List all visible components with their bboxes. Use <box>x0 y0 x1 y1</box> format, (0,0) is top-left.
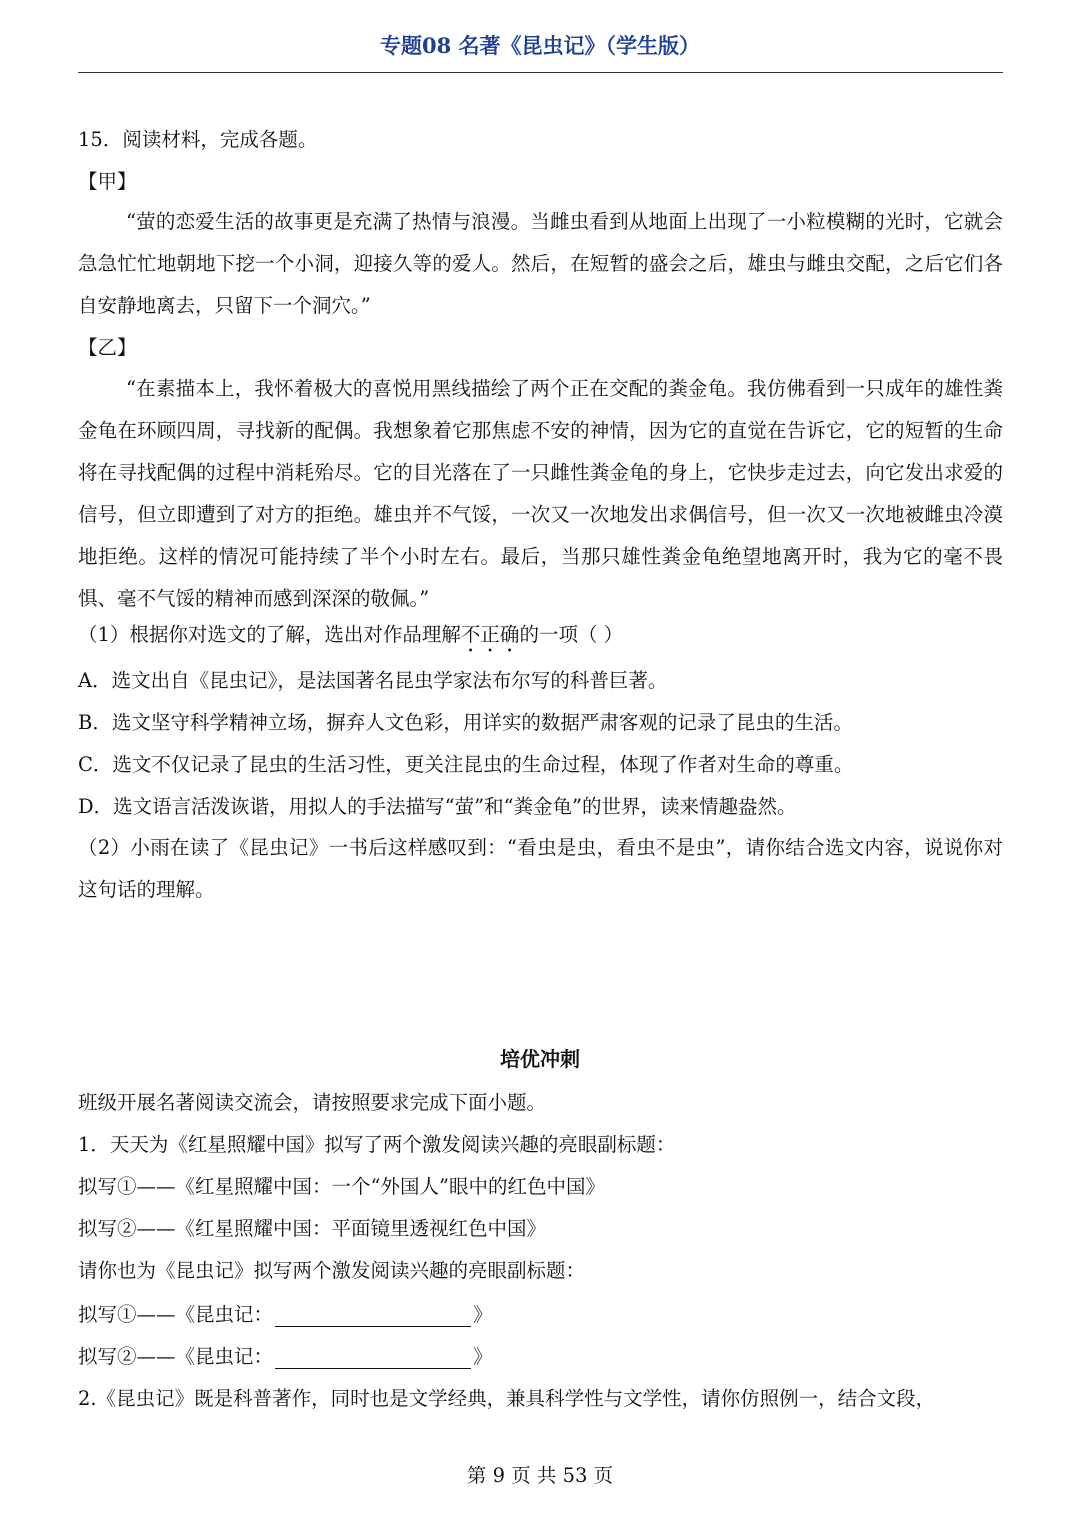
page-header: 专题08 名著《昆虫记》（学生版） <box>379 33 701 58</box>
section-title: 培优冲刺 <box>500 1047 580 1071</box>
question-15-stem: 15．阅读材料，完成各题。 <box>78 128 318 151</box>
option-c[interactable]: C．选文不仅记录了昆虫的生活习性，更关注昆虫的生命过程，体现了作者对生命的尊重。 <box>78 753 854 776</box>
sub-question-1: （1）根据你对选文的了解，选出对作品理解不正确的一项（ ） <box>78 623 624 646</box>
header-divider <box>78 72 1003 73</box>
option-d[interactable]: D．选文语言活泼诙谐，用拟人的手法描写“萤”和“粪金龟”的世界，读来情趣盎然。 <box>78 795 797 818</box>
question-1: 1．天天为《红星照耀中国》拟写了两个激发阅读兴趣的亮眼副标题： <box>78 1133 676 1156</box>
question-2: 2.《昆虫记》既是科普著作，同时也是文学经典，兼具科学性与文学性，请你仿照例一，结合文段， <box>78 1387 936 1410</box>
example-1: 拟写①——《红星照耀中国：一个“外国人”眼中的红色中国》 <box>78 1175 605 1198</box>
sub-question-2: （2）小雨在读了《昆虫记》一书后这样感叹到：“看虫是虫，看虫不是虫”，请你结合选文内容，说说你对这句话的理解。 <box>78 836 1003 901</box>
answer-blank-2[interactable] <box>275 1346 471 1369</box>
passage-yi-label: 【乙】 <box>78 336 137 359</box>
passage-yi-text: “在素描本上，我怀着极大的喜悦用黑线描绘了两个正在交配的粪金龟。我仿佛看到一只成年的雄性粪金龟在环顾四周，寻找新的配偶。我想象着它那焦虑不安的神情，因为它的直觉在告诉它，它的短暂的生命将在寻找配偶的过程中消耗殆尽。它的目光落在了一只雌性粪金龟的身上，它快步走过去，向它发出求爱的信号，但立即遭到了对方的拒绝。雄虫并不气馁，一次又一次地发出求偶信号，但一次又一次地被雌虫冷漠地拒绝。这样的情况可能持续了半个小时左右。最后，当那只雄性粪金龟绝望地离开时，我为它的毫不畏惧、毫不气馁的精神而感到深深的敬佩。” <box>78 377 1003 610</box>
emphasis-not-correct: 不正确 <box>460 623 520 646</box>
passage-jia-text: “萤的恋爱生活的故事更是充满了热情与浪漫。当雌虫看到从地面上出现了一小粒模糊的光时，它就会急急忙忙地朝地下挖一个小洞，迎接久等的爱人。然后，在短暂的盛会之后，雄虫与雌虫交配，之后它们各自安静地离去，只留下一个洞穴。” <box>78 210 1003 317</box>
answer-blank-1[interactable] <box>275 1304 471 1327</box>
passage-jia-label: 【甲】 <box>78 170 137 193</box>
section-intro: 班级开展名著阅读交流会，请按照要求完成下面小题。 <box>78 1091 547 1114</box>
passage-yi <box>78 368 1003 620</box>
ask-line: 请你也为《昆虫记》拟写两个激发阅读兴趣的亮眼副标题： <box>78 1259 586 1282</box>
page-footer: 第 9 页 共 53 页 <box>466 1464 614 1487</box>
option-b[interactable]: B．选文坚守科学精神立场，摒弃人文色彩，用详实的数据严肃客观的记录了昆虫的生活。 <box>78 711 853 734</box>
passage-jia <box>78 201 1003 327</box>
fill-line-2: 拟写②——《昆虫记： 》 <box>78 1345 493 1368</box>
example-2: 拟写②——《红星照耀中国：平面镜里透视红色中国》 <box>78 1217 547 1240</box>
fill-line-1: 拟写①——《昆虫记： 》 <box>78 1303 493 1326</box>
option-a[interactable]: A．选文出自《昆虫记》，是法国著名昆虫学家法布尔写的科普巨著。 <box>78 669 668 692</box>
